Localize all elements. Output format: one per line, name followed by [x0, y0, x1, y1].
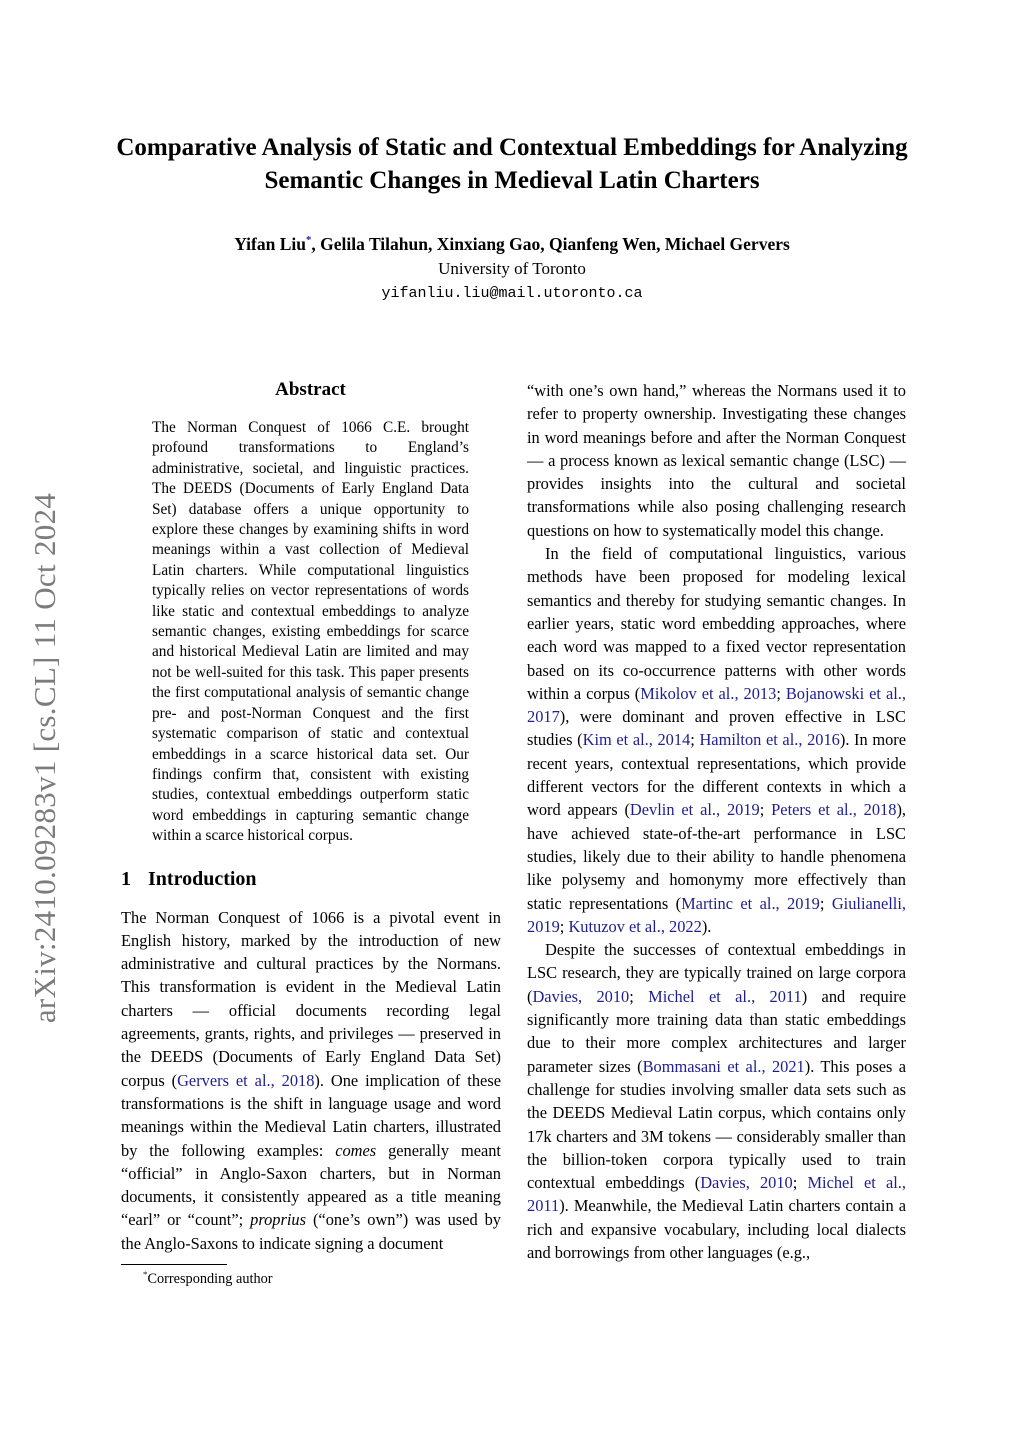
citation-link[interactable]: *	[306, 234, 312, 247]
text-segment: ;	[776, 683, 786, 703]
paper-title	[0, 131, 1024, 197]
citation-link[interactable]: Devlin et al., 2019	[629, 800, 760, 820]
text-segment: The Norman Conquest of 1066 is a pivotal event in English history, marked by the introduction of new administrative and cultural practices by the Normans. This transformation is evident in the Medieval Latin charters — official documents recording legal agreements, grants, rights, and privileges — preserved in the DEEDS (Documents of Early England Data Set) corpus (	[121, 907, 501, 1090]
body-paragraph	[527, 938, 906, 1264]
arxiv-watermark: arXiv:2410.09283v1 [cs.CL] 11 Oct 2024	[27, 492, 62, 1024]
section-number: 1	[121, 867, 131, 890]
text-segment: ;	[792, 1173, 808, 1193]
section-title: Introduction	[148, 867, 257, 890]
footnote-block	[121, 1264, 501, 1288]
text-segment: Yifan Liu	[234, 234, 306, 254]
abstract-text: The Norman Conquest of 1066 C.E. brought profound transformations to England’s administrative, societal, and linguistic practices. The DEEDS (Documents of Early England Data Set) database offers a unique opportunity to explore these changes by examining shifts in word meanings within a vast collection of Medieval Latin charters. While computational linguistics typically relies on vector representations of words like static and contextual embeddings to analyze semantic changes, existing embeddings for scarce and historical Medieval Latin are limited and may not be well-suited for this task. This paper presents the first computational analysis of semantic change pre- and post-Norman Conquest and the first systematic comparison of static and contextual embeddings in a scarce historical data set. Our findings confirm that, consistent with existing studies, contextual embeddings outperform static word embeddings in capturing semantic change within a scarce historical corpus.	[152, 419, 469, 845]
abstract-heading: Abstract	[275, 379, 346, 400]
citation-link[interactable]: Martinc et al., 2019	[681, 893, 820, 913]
section-heading-introduction	[121, 868, 501, 891]
citation-link[interactable]: Gervers et al., 2018	[177, 1070, 315, 1090]
paper-title-line1: Comparative Analysis of Static and Contextual Embeddings for Analyzing	[116, 134, 908, 161]
citation-link[interactable]: Bommasani et al., 2021	[642, 1056, 805, 1076]
introduction-paragraph	[121, 906, 501, 1255]
affiliation: University of Toronto	[438, 259, 586, 278]
right-column	[527, 379, 906, 1288]
text-segment: ) and require significantly more training data than static embeddings due to their more complex architectures and larger parameter sizes (	[527, 986, 906, 1076]
italic-term: proprius	[250, 1210, 307, 1230]
text-segment: , Gelila Tilahun, Xinxiang Gao, Qianfeng Wen, Michael Gervers	[311, 234, 790, 254]
text-segment: “with one’s own hand,” whereas the Normans used it to refer to property ownership. Investigating these changes in word meanings before and after the Norman Conquest — a process known as lexical semantic change (LSC) — provides insights into the cultural and societal transformations while also posing challenging research questions on how to systematically model this change.	[527, 381, 906, 540]
text-segment: ;	[690, 730, 700, 750]
text-segment: ;	[819, 893, 832, 913]
paper-title-line2: Semantic Changes in Medieval Latin Charters	[264, 167, 760, 194]
authors-line	[0, 233, 1024, 255]
text-segment: ). One implication of these transformations is the shift in language usage and word meanings within the Medieval Latin charters, illustrated by the following examples:	[121, 1070, 501, 1160]
citation-link[interactable]: Kim et al., 2014	[582, 730, 691, 750]
citation-link[interactable]: Michel et al., 2011	[527, 1173, 906, 1216]
citation-link[interactable]: Kutuzov et al., 2022	[568, 916, 702, 936]
text-segment: ). This poses a challenge for studies involving smaller data sets such as the DEEDS Medieval Latin corpus, which contains only 17k charters and 3M tokens — considerably smaller than the billion-token corpora typically used to train contextual embeddings (	[527, 1056, 907, 1193]
contact-email: yifanliu.liu@mail.utoronto.ca	[381, 285, 643, 302]
citation-link[interactable]: Mikolov et al., 2013	[640, 683, 777, 703]
text-segment: Despite the successes of contextual embeddings in LSC research, they are typically trained on large corpora (	[527, 940, 906, 1006]
text-segment: (“one’s own”) was used by the Anglo-Saxons to indicate signing a document	[121, 1210, 501, 1253]
text-segment: ;	[559, 916, 569, 936]
text-segment: ). Meanwhile, the Medieval Latin charters contain a rich and expansive vocabulary, including local dialects and borrowings from other languages (e.g.,	[527, 1196, 906, 1262]
text-segment: generally meant “official” in Anglo-Saxon charters, but in Norman documents, it consistently appeared as a title meaning “earl” or “count”;	[121, 1140, 501, 1230]
text-segment: ), were dominant and proven effective in LSC studies (	[527, 707, 906, 750]
text-segment: ;	[629, 986, 649, 1006]
italic-term: comes	[335, 1140, 377, 1160]
citation-link[interactable]: Giulianelli, 2019	[527, 893, 907, 936]
abstract-section	[152, 379, 469, 847]
text-segment: *	[143, 1269, 148, 1280]
citation-link[interactable]: Peters et al., 2018	[771, 800, 897, 820]
citation-link[interactable]: Davies, 2010	[532, 986, 630, 1006]
citation-link[interactable]: Davies, 2010	[700, 1173, 793, 1193]
two-column-body	[121, 379, 1024, 1288]
text-segment: ).	[701, 916, 712, 936]
body-paragraph	[527, 379, 906, 542]
citation-link[interactable]: Hamilton et al., 2016	[699, 730, 840, 750]
citation-link[interactable]: Bojanowski et al., 2017	[527, 683, 906, 727]
left-column	[121, 379, 501, 1288]
text-segment: ;	[759, 800, 772, 820]
text-segment: Corresponding author	[147, 1270, 273, 1287]
paper-header	[0, 0, 1024, 303]
footnote-rule	[121, 1264, 227, 1265]
text-segment: ), have achieved state-of-the-art performance in LSC studies, likely due to their ability to handle phenomena like polysemy and homonymy more effectively than static representations (	[527, 800, 906, 913]
footnote-text	[121, 1270, 501, 1288]
citation-link[interactable]: Michel et al., 2011	[648, 986, 802, 1006]
text-segment: In the field of computational linguistics, various methods have been proposed for modeling lexical semantics and thereby for studying semantic changes. In earlier years, static word embedding approaches, where each word was mapped to a fixed vector representation based on its co-occurrence patterns with other words within a corpus (	[527, 544, 906, 703]
body-paragraph	[527, 542, 906, 938]
text-segment: ). In more recent years, contextual representations, which provide different vectors for the different contexts in which a word appears (	[527, 730, 907, 820]
